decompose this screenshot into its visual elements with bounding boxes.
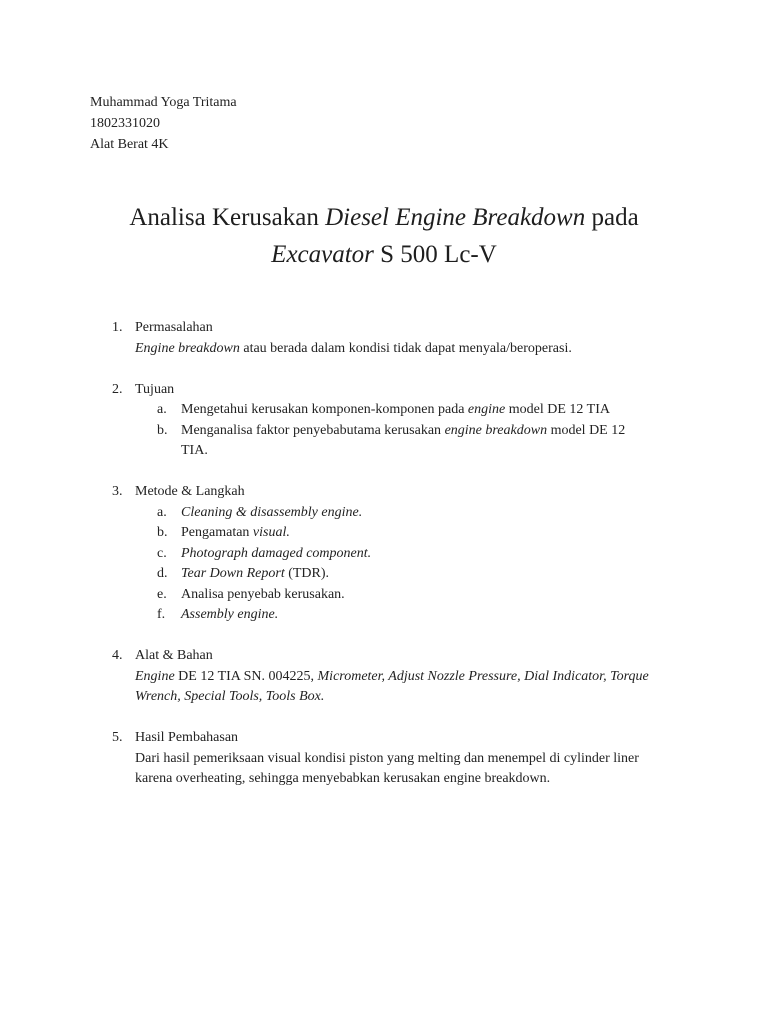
item-text: Menganalisa faktor penyebabutama kerusakan [181,422,445,438]
item-text-italic: Assembly engine. [181,607,279,622]
item-text-italic: Cleaning & disassembly engine. [181,504,363,520]
section-heading [0,728,768,749]
section-permasalahan [0,318,768,359]
section-number: 1. [112,320,123,335]
section-title: Metode & Langkah [135,484,245,499]
body-text-italic: Engine [135,668,175,684]
section-number: 3. [112,484,123,499]
item-text-italic: Photograph damaged component. [181,545,372,561]
section-number: 5. [112,730,123,745]
section-alat-bahan [0,646,768,708]
title-text-2b: S 500 Lc-V [373,241,497,268]
item-text-italic: engine [467,402,506,417]
list-item [0,503,768,524]
list-item [0,544,768,565]
author-name: Muhammad Yoga Tritama [90,95,237,110]
sub-list [0,503,768,626]
list-letter: b. [157,525,168,540]
title-text-2a: Excavator [271,241,374,268]
section-body: Dari hasil pemeriksaan visual kondisi piston yang melting dan menempel di cylinder liner karena overheating, sehingga menyebabkan kerusakan engine breakdown. [135,750,639,786]
item-text: model DE 12 TIA [505,402,610,417]
list-item [0,523,768,544]
item-text-italic: Tear Down Report [181,566,285,581]
list-letter: f. [157,607,166,622]
list-item [0,605,768,626]
student-id: 1802331020 [90,116,160,131]
section-heading [0,318,768,339]
section-title: Permasalahan [135,320,213,335]
title-text-1c: pada [585,204,639,231]
section-heading [0,646,768,667]
section-title: Tujuan [135,381,175,397]
list-letter: b. [157,422,168,438]
title-line-2 [60,236,708,273]
title-text-1b: Diesel Engine Breakdown [325,204,586,231]
list-letter: a. [157,402,167,417]
title-text-1a: Analisa Kerusakan [129,204,326,231]
list-item [0,400,768,421]
body-text-italic: Micrometer, Adjust Nozzle Pressure, Dial Indicator, Torque Wrench, Special Tools, Tools Box. [135,668,649,704]
body-text: atau berada dalam kondisi tidak dapat menyala/beroperasi. [239,340,572,356]
list-letter: d. [157,566,168,581]
section-body [0,667,768,708]
author-block [90,92,237,155]
section-number: 4. [112,648,123,663]
section-title: Alat & Bahan [135,648,213,663]
item-text-italic: engine breakdown [444,422,548,438]
list-item [0,421,768,462]
section-tujuan [0,380,768,462]
section-heading [0,482,768,503]
sub-list [0,400,768,462]
item-text: Pengamatan [181,525,253,540]
section-heading [0,380,768,401]
body-text: DE 12 TIA SN. 004225, [174,668,318,684]
section-title: Hasil Pembahasan [135,730,239,745]
section-hasil-pembahasan [0,728,768,790]
section-metode-langkah [0,482,768,626]
list-letter: a. [157,504,167,520]
section-body [0,339,768,360]
list-letter: c. [157,545,167,561]
title-line-1 [60,199,708,236]
list-item [0,585,768,606]
item-text-italic: visual. [252,525,290,540]
item-text: Analisa penyebab kerusakan. [181,586,345,602]
body-text-italic: Engine breakdown [135,340,240,356]
document-title [60,199,708,273]
section-number: 2. [112,381,123,397]
item-text: Mengetahui kerusakan komponen-komponen pada [181,402,468,417]
class-name: Alat Berat 4K [90,137,169,152]
item-text: (TDR). [284,566,330,581]
list-item [0,564,768,585]
item-text: model DE 12 TIA. [181,422,626,458]
list-letter: e. [157,586,167,602]
sections-list [0,318,768,810]
